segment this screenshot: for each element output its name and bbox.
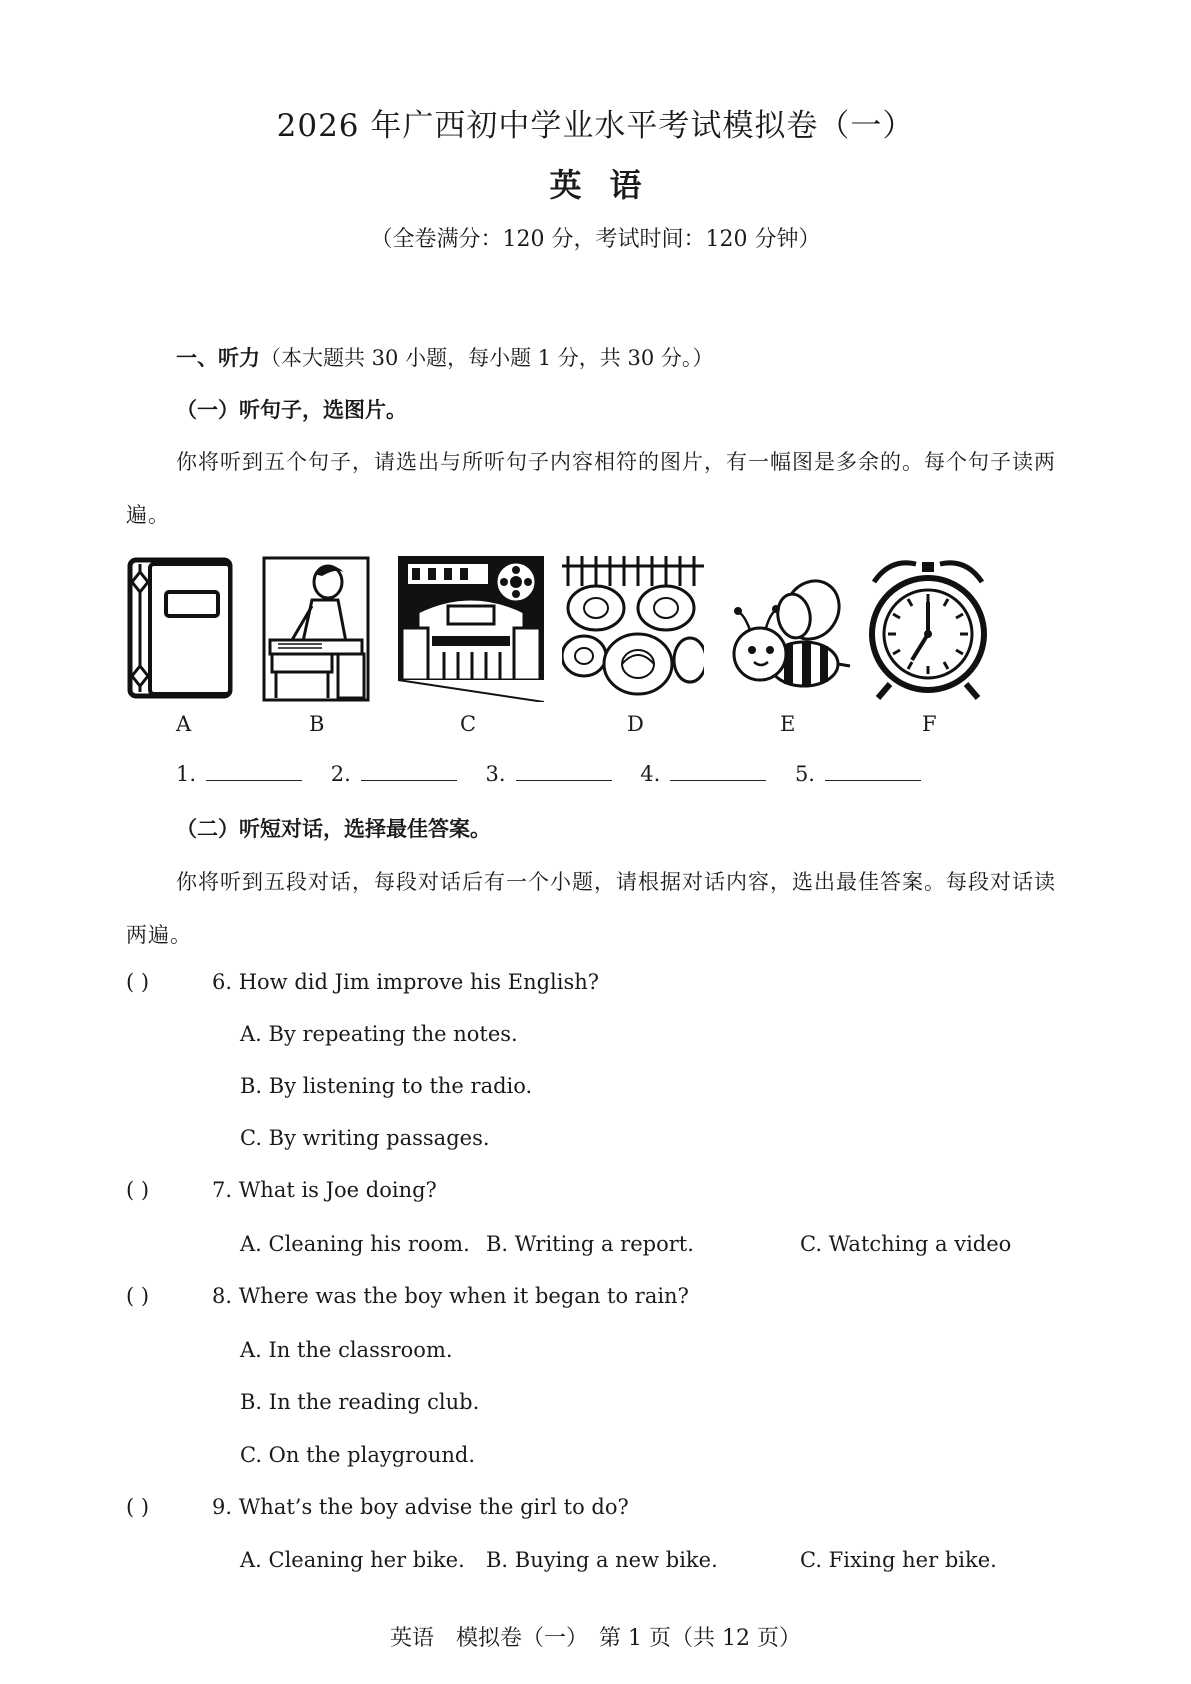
page-footer: 英语 模拟卷（一） 第 1 页（共 12 页） xyxy=(390,1626,801,1651)
question-9 xyxy=(126,1495,629,1519)
blank-line[interactable] xyxy=(516,762,612,781)
question-6 xyxy=(126,970,599,994)
answer-blank[interactable] xyxy=(640,762,766,786)
part1-instruction: 你将听到五个句子，请选出与所听句子内容相符的图片，有一幅图是多余的。每个句子读两遍。 xyxy=(126,450,1056,527)
blank-line[interactable] xyxy=(825,762,921,781)
blank-number: 5. xyxy=(794,762,815,786)
option-a: A. By repeating the notes. xyxy=(240,1022,518,1046)
question-text: 6. How did Jim improve his English? xyxy=(212,970,600,994)
part2-instruction: 你将听到五段对话，每段对话后有一个小题，请根据对话内容，选出最佳答案。每段对话读两遍。 xyxy=(126,870,1056,947)
answer-blank[interactable] xyxy=(331,762,457,786)
cabbage-icon xyxy=(562,556,704,702)
option-c: C. By writing passages. xyxy=(240,1126,490,1150)
picture-label-a: A xyxy=(176,712,192,736)
option-b: B. In the reading club. xyxy=(240,1390,480,1414)
question-8 xyxy=(126,1284,689,1308)
option-c: C. Fixing her bike. xyxy=(800,1548,997,1572)
blank-number: 1. xyxy=(176,762,197,786)
option-b: B. By listening to the radio. xyxy=(240,1074,533,1098)
option-b: B. Writing a report. xyxy=(486,1232,694,1256)
blank-line[interactable] xyxy=(361,762,457,781)
option-b: B. Buying a new bike. xyxy=(486,1548,718,1572)
picture-row xyxy=(0,556,1191,726)
subject-title: 英语 xyxy=(549,166,670,204)
answer-paren[interactable]: ( ) xyxy=(126,1284,150,1308)
option-a: A. In the classroom. xyxy=(240,1338,453,1362)
picture-label-c: C xyxy=(460,712,477,736)
section-heading-label: 一、听力 xyxy=(176,346,260,370)
blank-line[interactable] xyxy=(670,762,766,781)
answer-blank[interactable] xyxy=(176,762,302,786)
answer-blank[interactable] xyxy=(795,762,921,786)
part1-heading: （一）听句子，选图片。 xyxy=(176,398,407,422)
exam-title: 2026 年广西初中学业水平考试模拟卷（一） xyxy=(276,108,915,144)
bee-icon xyxy=(728,556,852,702)
exam-info: （全卷满分：120 分，考试时间：120 分钟） xyxy=(370,227,821,252)
option-c: C. Watching a video xyxy=(800,1232,1012,1256)
answer-blanks xyxy=(176,762,943,786)
answer-paren[interactable]: ( ) xyxy=(126,1495,150,1519)
blank-number: 4. xyxy=(640,762,661,786)
answer-blank[interactable] xyxy=(485,762,611,786)
picture-label-f: F xyxy=(922,712,937,736)
picture-label-e: E xyxy=(780,712,796,736)
student-desk-icon xyxy=(262,556,370,702)
alarm-clock-icon xyxy=(866,556,990,702)
answer-paren[interactable]: ( ) xyxy=(126,1178,150,1202)
section-heading-note: （本大题共 30 小题，每小题 1 分，共 30 分。） xyxy=(260,346,714,370)
blank-number: 2. xyxy=(330,762,351,786)
section-heading-listening xyxy=(176,342,713,372)
answer-paren[interactable]: ( ) xyxy=(126,970,150,994)
cinema-icon xyxy=(398,556,544,702)
picture-label-d: D xyxy=(627,712,644,736)
option-a: A. Cleaning his room. xyxy=(240,1232,470,1256)
picture-label-b: B xyxy=(309,712,325,736)
question-text: 8. Where was the boy when it began to rain? xyxy=(212,1284,689,1308)
option-c: C. On the playground. xyxy=(240,1443,475,1467)
question-text: 9. What’s the boy advise the girl to do? xyxy=(212,1495,629,1519)
blank-number: 3. xyxy=(485,762,506,786)
option-a: A. Cleaning her bike. xyxy=(240,1548,465,1572)
part2-heading: （二）听短对话，选择最佳答案。 xyxy=(176,817,491,841)
book-icon xyxy=(126,556,238,702)
blank-line[interactable] xyxy=(206,762,302,781)
question-7 xyxy=(126,1178,437,1202)
question-text: 7. What is Joe doing? xyxy=(212,1178,437,1202)
